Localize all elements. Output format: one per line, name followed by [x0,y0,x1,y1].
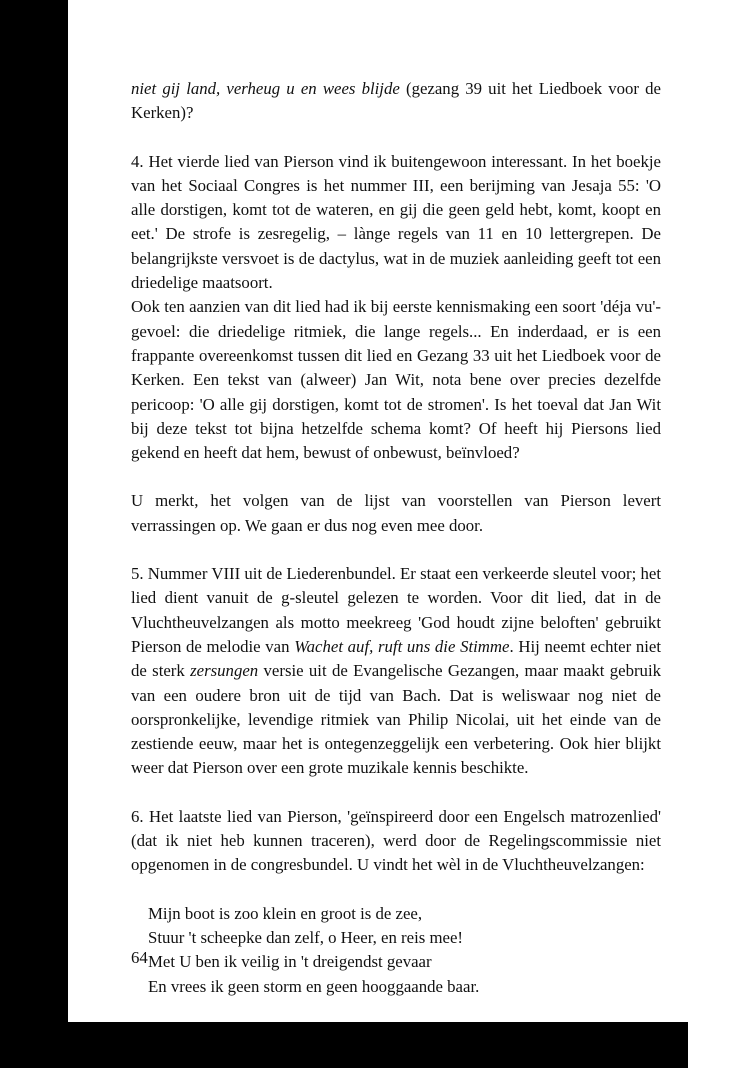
poem-quote [131,902,661,999]
intro-paragraph [131,77,661,126]
section-5-text-1: 5. Nummer VIII uit de Liederenbundel. Er staat een verkeerde sleutel voor; het lied dient vanuit de g-sleutel gelezen te worden. Voor dit lied, dat in de Vluchtheuvelzangen als motto meekreeg 'God houdt zijne beloften' gebruikt Pierson de melodie van [131,564,661,656]
section-5-italic-title: Wachet auf, ruft uns die Stimme [294,636,510,656]
section-5-text-3: versie uit de Evangelische Gezangen, maar maakt gebruik van een oudere bron uit de tijd van Bach. Dat is weliswaar nog niet de oorspronkelijke, levendige ritmiek van Philip Nicolai, uit het einde van de zestiende eeuw, maar het is ontegenzeggelijk een verbetering. Ook hier blijkt weer dat Pierson over een grote muzikale kennis beschikte. [131,661,661,778]
poem-line: Met U ben ik veilig in 't dreigendst gevaar [148,952,432,972]
scan-edge-right [696,0,738,1068]
page-number: 64 [131,948,148,967]
paragraph-gap [131,126,661,150]
section-5-text-2: . Hij neemt echter niet de sterk [131,636,662,681]
section-6-paragraph: 6. Het laatste lied van Pierson, 'geïnspireerd door een Engelsch matrozenlied' (dat ik niet heb kunnen traceren), werd door de Regelingscommissie niet opgenomen in de congresbundel. U vindt het wèl in de Vluchtheuvelzangen: [131,806,661,875]
paragraph-gap [131,465,661,489]
section-5-italic-term: zersungen [190,661,259,681]
paragraph-gap [131,878,661,902]
section-4-paragraph-1: 4. Het vierde lied van Pierson vind ik buitengewoon interessant. In het boekje van het Sociaal Congres is het nummer III, een berijming van Jesaja 55: 'O alle dorstigen, komt tot de wateren, en gij die geen geld hebt, komt, koopt en eet.' De strofe is zesregelig, – lànge regels van 11 en 10 lettergrepen. De belangrijkste versvoet is de dactylus, wat in de muziek aanleiding geeft tot een driedelige maatsoort. [131,151,661,293]
page-body [131,77,661,999]
paragraph-gap [131,538,661,562]
intro-rest: (gezang 39 uit het Liedboek voor de Kerken)? [131,79,661,123]
scan-edge-bottom [68,1022,688,1068]
scan-edge-left [0,0,68,1068]
poem-line: Mijn boot is zoo klein en groot is de zee, [148,903,423,923]
poem-line: Stuur 't scheepke dan zelf, o Heer, en reis mee! [148,927,464,947]
intro-italic: niet gij land, verheug u en wees blijde [131,79,400,98]
section-5-paragraph [131,562,661,781]
poem-line: En vrees ik geen storm en geen hooggaande baar. [148,976,480,996]
paragraph-gap [131,781,661,805]
transition-paragraph: U merkt, het volgen van de lijst van voorstellen van Pierson levert verrassingen op. We gaan er dus nog even mee door. [131,491,661,535]
section-4-paragraph-2: Ook ten aanzien van dit lied had ik bij eerste kennismaking een soort 'déja vu'-gevoel: die driedelige ritmiek, die lange regels... En inderdaad, er is een frappante overeenkomst tussen dit lied en Gezang 33 uit het Liedboek voor de Kerken. Een tekst van (alweer) Jan Wit, nota bene over precies dezelfde pericoop: 'O alle gij dorstigen, komt tot de stromen'. Is het toeval dat Jan Wit bij deze tekst tot bijna hetzelfde schema komt? Of heeft hij Piersons lied gekend en heeft dat hem, bewust of onbewust, beïnvloed? [131,297,661,463]
